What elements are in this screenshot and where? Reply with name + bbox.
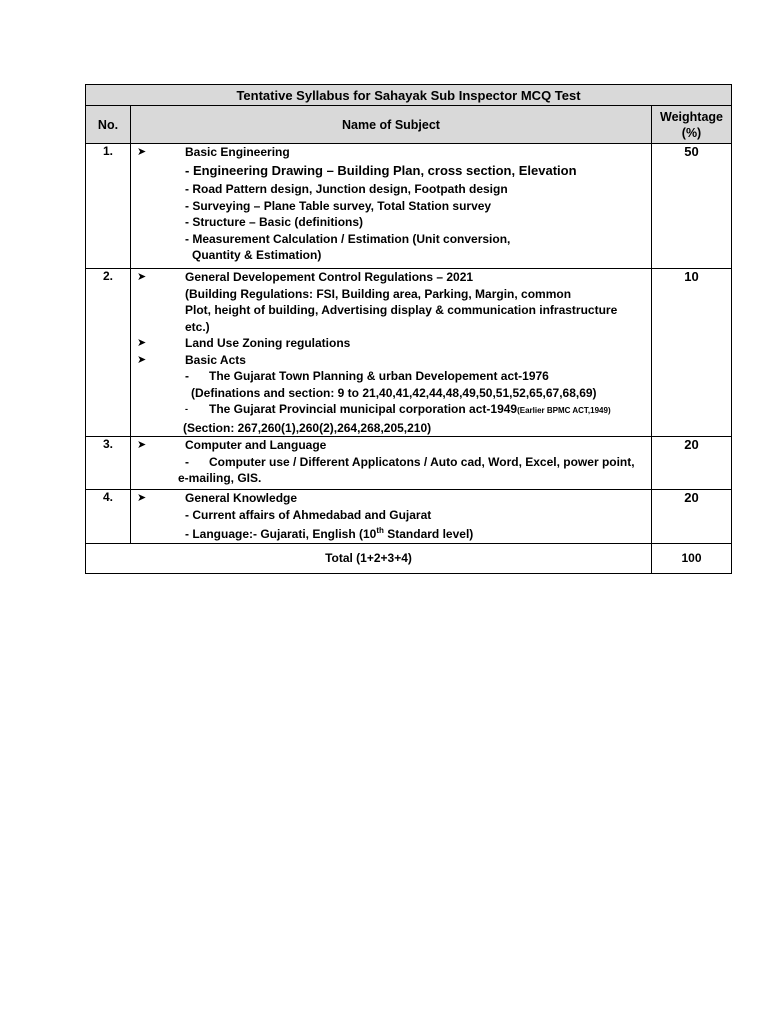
- topic-line: Quantity & Estimation): [192, 248, 322, 262]
- header-subject: Name of Subject: [131, 106, 652, 144]
- arrow-bullet-icon: ➤: [137, 353, 147, 366]
- topic-line: - Surveying – Plane Table survey, Total Station survey: [185, 198, 492, 213]
- topic-line: e-mailing, GIS.: [178, 471, 262, 485]
- arrow-bullet-icon: ➤: [137, 271, 147, 283]
- table-title: Tentative Syllabus for Sahayak Sub Inspector MCQ Test: [86, 85, 732, 106]
- subject-cell: [131, 144, 652, 269]
- header-weightage: [652, 106, 732, 144]
- topic-title: Basic Acts: [185, 352, 246, 367]
- table-row: [86, 269, 732, 437]
- topic-bullet: [131, 352, 651, 369]
- subject-cell: [131, 490, 652, 544]
- weightage-value: 20: [652, 490, 732, 544]
- act-detail: (Definations and section: 9 to 21,40,41,42,44,48,49,50,51,52,65,67,68,69): [191, 385, 597, 400]
- row-number: 1.: [86, 144, 131, 269]
- subject-cell: [131, 437, 652, 490]
- header-weightage-label: Weightage: [660, 109, 723, 124]
- topic-item: [131, 454, 651, 471]
- arrow-bullet-icon: ➤: [137, 492, 147, 504]
- topic-bullet: [131, 144, 651, 161]
- topic-bullet: [131, 437, 651, 454]
- table-header-row: [86, 106, 732, 144]
- topic-title: Computer and Language: [185, 438, 327, 452]
- weightage-value: 10: [652, 269, 732, 437]
- total-label: Total (1+2+3+4): [86, 543, 652, 573]
- arrow-bullet-icon: ➤: [137, 337, 147, 349]
- act-title: The Gujarat Town Planning & urban Developement act-1976: [209, 369, 549, 383]
- topic-line: Computer use / Different Applicatons / Auto cad, Word, Excel, power point,: [209, 454, 635, 469]
- weightage-value: 50: [652, 144, 732, 269]
- topic-line: [131, 523, 651, 543]
- topic-bullet: [131, 335, 651, 352]
- topic-bullet: [131, 490, 651, 507]
- header-no: No.: [86, 106, 131, 144]
- header-weightage-unit: (%): [681, 125, 702, 140]
- topic-line: - Road Pattern design, Junction design, Footpath design: [185, 182, 508, 196]
- language-superscript: th: [376, 526, 384, 535]
- subject-cell: [131, 269, 652, 437]
- dash-bullet-icon: -: [185, 404, 188, 414]
- topic-line: - Structure – Basic (definitions): [185, 215, 364, 229]
- topic-line: Plot, height of building, Advertising display & communication infrastructure: [185, 303, 618, 317]
- dash-bullet-icon: -: [185, 454, 189, 469]
- weightage-value: 20: [652, 437, 732, 490]
- table-row: [86, 437, 732, 490]
- topic-title: General Knowledge: [185, 491, 298, 505]
- dash-bullet-icon: -: [185, 369, 189, 383]
- table-row: [86, 144, 732, 269]
- total-row: [86, 543, 732, 573]
- row-number: 4.: [86, 490, 131, 544]
- topic-line: - Current affairs of Ahmedabad and Gujarat: [185, 507, 432, 522]
- arrow-bullet-icon: ➤: [137, 146, 147, 158]
- topic-title: Basic Engineering: [185, 145, 290, 159]
- act-detail: (Section: 267,260(1),260(2),264,268,205,210): [183, 420, 432, 435]
- topic-title: General Developement Control Regulations – 2021: [185, 270, 474, 284]
- row-number: 3.: [86, 437, 131, 490]
- topic-line: etc.): [185, 319, 210, 334]
- language-suffix: Standard level): [383, 527, 474, 541]
- act-title: The Gujarat Provincial municipal corporation act-1949: [209, 402, 518, 416]
- syllabus-table: [85, 84, 732, 574]
- act-note: (Earlier BPMC ACT,1949): [517, 406, 611, 415]
- row-number: 2.: [86, 269, 131, 437]
- language-prefix: - Language:- Gujarati, English (10: [185, 527, 377, 541]
- arrow-bullet-icon: ➤: [137, 439, 147, 451]
- total-value: 100: [652, 543, 732, 573]
- topic-title: Land Use Zoning regulations: [185, 336, 351, 350]
- act-item: [131, 401, 651, 420]
- table-row: [86, 490, 732, 544]
- topic-bullet: [131, 269, 651, 286]
- topic-line: - Measurement Calculation / Estimation (Unit conversion,: [185, 231, 511, 246]
- table-title-row: [86, 85, 732, 106]
- act-title-wrap: [209, 401, 611, 420]
- topic-line: - Engineering Drawing – Building Plan, cross section, Elevation: [185, 162, 577, 178]
- act-item: [131, 368, 651, 385]
- topic-line: (Building Regulations: FSI, Building area, Parking, Margin, common: [185, 286, 572, 301]
